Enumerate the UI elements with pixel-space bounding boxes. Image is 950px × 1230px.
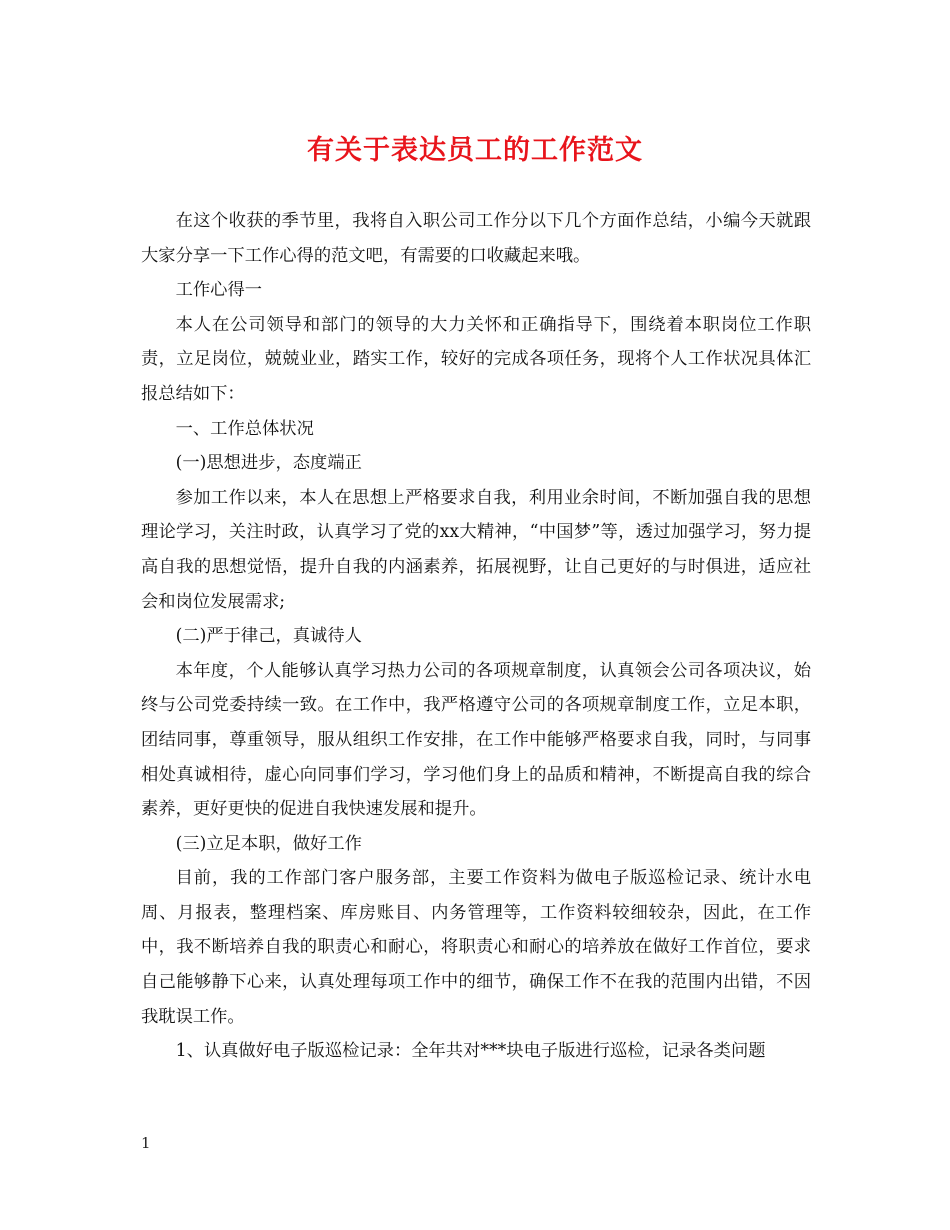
subheading-thought: (一)思想进步，态度端正 <box>175 453 362 474</box>
subheading-duty: (三)立足本职，做好工作 <box>175 833 362 854</box>
paragraph-thought: 参加工作以来，本人在思想上严格要求自我，利用业余时间，不断加强自我的思想理论学习，关注时政，认真学习了党的xx大精神，“中国梦”等，透过加强学习，努力提高自我的思想觉悟，提升自我的内涵素养，拓展视野，让自己更好的与时俱进，适应社会和岗位发展需求; <box>141 487 811 612</box>
subheading-discipline: (二)严于律己，真诚待人 <box>175 626 362 647</box>
list-item-inspection: 1、认真做好电子版巡检记录：全年共对***块电子版进行巡检，记录各类问题 <box>175 1041 766 1062</box>
paragraph-intro: 在这个收获的季节里，我将自入职公司工作分以下几个方面作总结，小编今天就跟大家分享一下工作心得的范文吧，有需要的口收藏起来哦。 <box>141 211 811 266</box>
paragraph-overview: 本人在公司领导和部门的领导的大力关怀和正确指导下，围绕着本职岗位工作职责，立足岗位，兢兢业业，踏实工作，较好的完成各项任务，现将个人工作状况具体汇报总结如下： <box>141 314 811 404</box>
document-title: 有关于表达员工的工作范文 <box>307 135 643 166</box>
paragraph-duty: 目前，我的工作部门客户服务部，主要工作资料为做电子版巡检记录、统计水电周、月报表，整理档案、库房账目、内务管理等，工作资料较细较杂，因此，在工作中，我不断培养自我的职责心和耐心，将职责心和耐心的培养放在做好工作首位，要求自己能够静下心来，认真处理每项工作中的细节，确保工作不在我的范围内出错，不因我耽误工作。 <box>141 868 811 1027</box>
paragraph-discipline: 本年度，个人能够认真学习热力公司的各项规章制度，认真领会公司各项决议，始终与公司党委持续一致。在工作中，我严格遵守公司的各项规章制度工作，立足本职，团结同事，尊重领导，服从组织工作安排，在工作中能够严格要求自我，同时，与同事相处真诚相待，虚心向同事们学习，学习他们身上的品质和精神，不断提高自我的综合素养，更好更快的促进自我快速发展和提升。 <box>141 660 811 820</box>
document-body <box>141 204 811 1069</box>
section-heading-experience-one: 工作心得一 <box>175 280 263 301</box>
section-heading-overall: 一、工作总体状况 <box>175 418 314 439</box>
page-number: 1 <box>141 1134 151 1152</box>
